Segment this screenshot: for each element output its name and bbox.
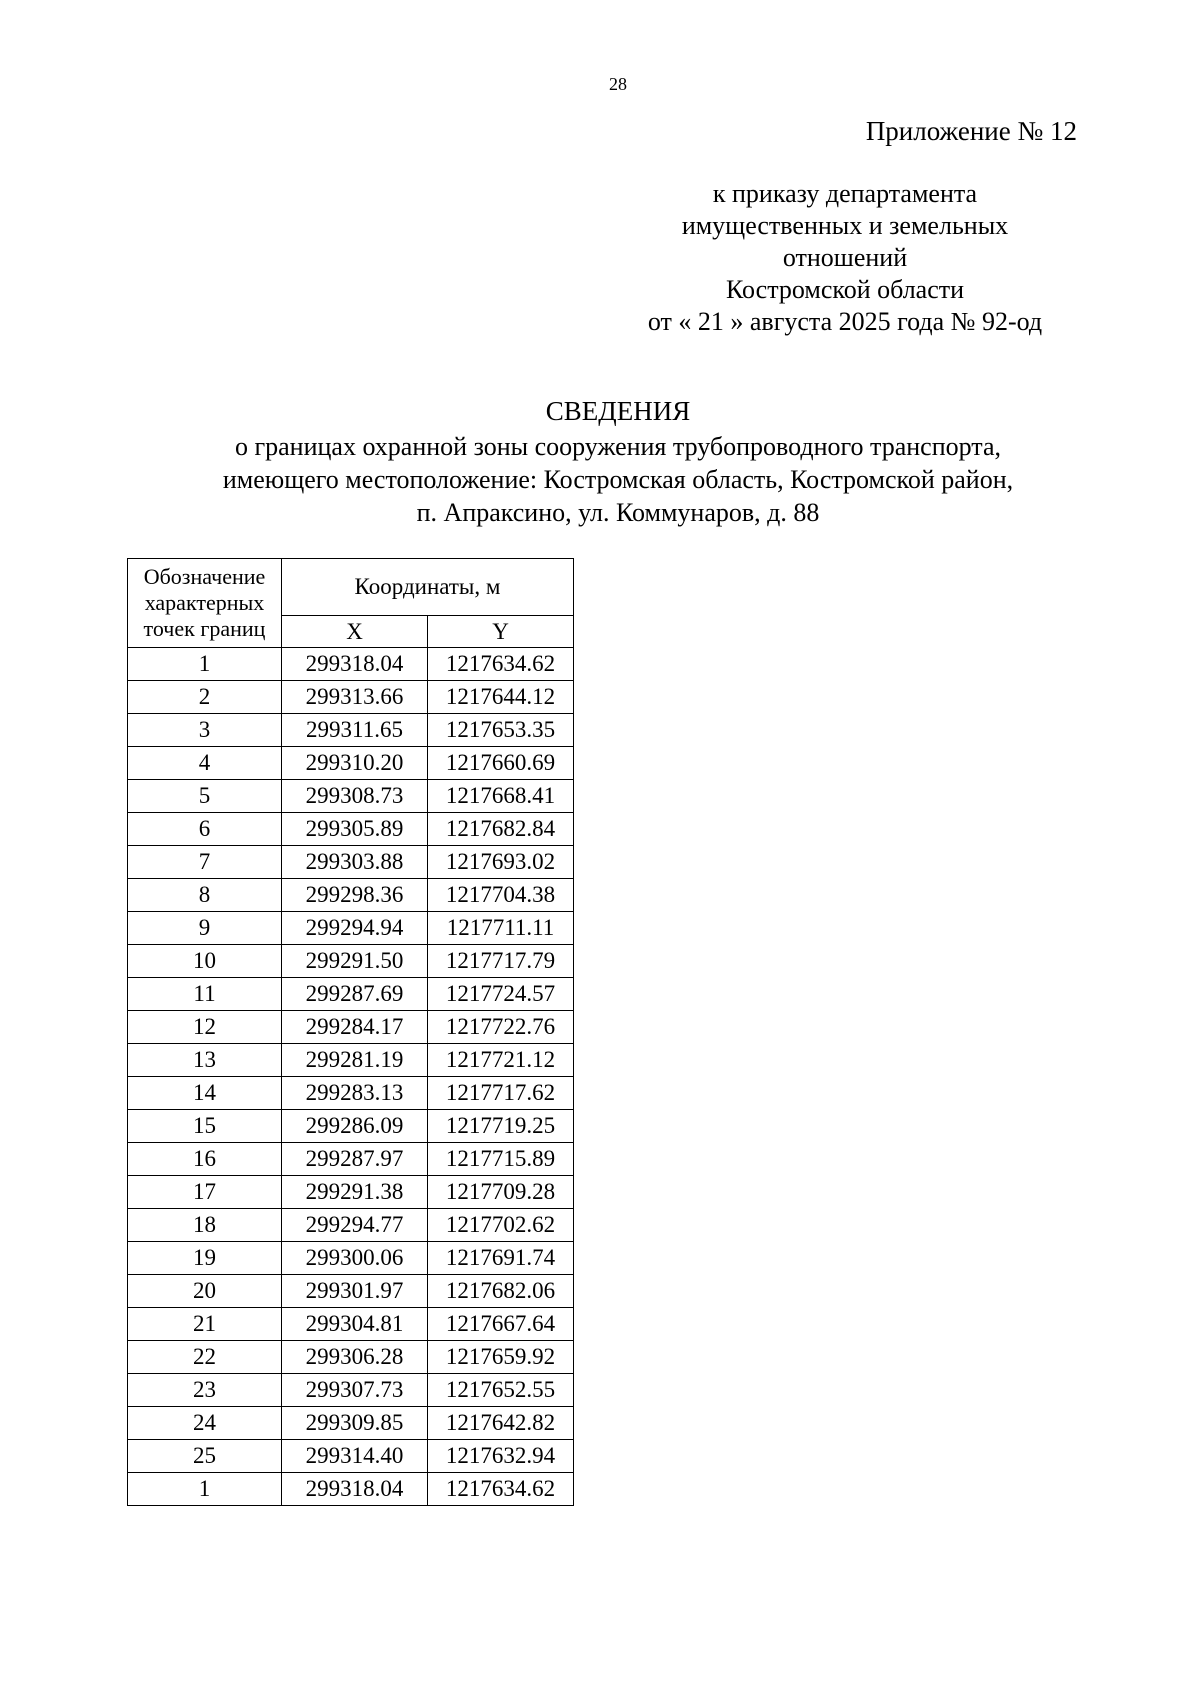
- header-coordinates: Координаты, м: [282, 559, 574, 616]
- point-cell: 4: [128, 747, 282, 780]
- table-row: [128, 879, 574, 912]
- y-cell: 1217660.69: [428, 747, 574, 780]
- x-cell: 299318.04: [282, 648, 428, 681]
- x-cell: 299298.36: [282, 879, 428, 912]
- appendix-title: Приложение № 12: [865, 116, 1077, 146]
- y-cell: 1217724.57: [428, 978, 574, 1011]
- point-cell: 5: [128, 780, 282, 813]
- point-cell: 23: [128, 1374, 282, 1407]
- coordinates-table: [127, 558, 574, 1506]
- point-cell: 6: [128, 813, 282, 846]
- x-cell: 299309.85: [282, 1407, 428, 1440]
- table-row: [128, 1374, 574, 1407]
- table-row: [128, 1242, 574, 1275]
- table-row: [128, 1143, 574, 1176]
- y-cell: 1217653.35: [428, 714, 574, 747]
- y-cell: 1217682.06: [428, 1275, 574, 1308]
- y-cell: 1217682.84: [428, 813, 574, 846]
- table-row: [128, 747, 574, 780]
- x-cell: 299310.20: [282, 747, 428, 780]
- x-cell: 299313.66: [282, 681, 428, 714]
- point-cell: 3: [128, 714, 282, 747]
- table-row: [128, 1308, 574, 1341]
- point-cell: 25: [128, 1440, 282, 1473]
- y-cell: 1217642.82: [428, 1407, 574, 1440]
- point-cell: 14: [128, 1077, 282, 1110]
- point-cell: 11: [128, 978, 282, 1011]
- point-cell: 15: [128, 1110, 282, 1143]
- x-cell: 299300.06: [282, 1242, 428, 1275]
- header-point-designation: [128, 559, 282, 648]
- subtitle-line: п. Апраксино, ул. Коммунаров, д. 88: [416, 498, 820, 527]
- x-cell: 299311.65: [282, 714, 428, 747]
- table-row: [128, 1341, 574, 1374]
- table-row: [128, 780, 574, 813]
- table-row: [128, 648, 574, 681]
- y-cell: 1217652.55: [428, 1374, 574, 1407]
- table-row: [128, 1440, 574, 1473]
- y-cell: 1217634.62: [428, 1473, 574, 1506]
- point-cell: 21: [128, 1308, 282, 1341]
- table-row: [128, 1077, 574, 1110]
- y-cell: 1217719.25: [428, 1110, 574, 1143]
- order-line: имущественных и земельных: [681, 211, 1009, 240]
- y-cell: 1217667.64: [428, 1308, 574, 1341]
- y-cell: 1217711.11: [428, 912, 574, 945]
- table-row: [128, 912, 574, 945]
- table-row: [128, 813, 574, 846]
- header-y: Y: [428, 616, 574, 648]
- page-number: 28: [609, 74, 627, 94]
- point-cell: 13: [128, 1044, 282, 1077]
- table-row: [128, 1275, 574, 1308]
- point-cell: 9: [128, 912, 282, 945]
- y-cell: 1217634.62: [428, 648, 574, 681]
- table-row: [128, 1110, 574, 1143]
- y-cell: 1217709.28: [428, 1176, 574, 1209]
- table-row: [128, 1209, 574, 1242]
- point-cell: 2: [128, 681, 282, 714]
- x-cell: 299308.73: [282, 780, 428, 813]
- point-cell: 16: [128, 1143, 282, 1176]
- y-cell: 1217721.12: [428, 1044, 574, 1077]
- y-cell: 1217659.92: [428, 1341, 574, 1374]
- table-row: [128, 1473, 574, 1506]
- header-point-line: характерных: [144, 590, 265, 615]
- x-cell: 299286.09: [282, 1110, 428, 1143]
- x-cell: 299291.38: [282, 1176, 428, 1209]
- point-cell: 10: [128, 945, 282, 978]
- table-row: [128, 1407, 574, 1440]
- y-cell: 1217668.41: [428, 780, 574, 813]
- x-cell: 299305.89: [282, 813, 428, 846]
- x-cell: 299307.73: [282, 1374, 428, 1407]
- x-cell: 299301.97: [282, 1275, 428, 1308]
- y-cell: 1217717.62: [428, 1077, 574, 1110]
- y-cell: 1217691.74: [428, 1242, 574, 1275]
- table-row: [128, 1011, 574, 1044]
- order-date-line: от « 21 » августа 2025 года № 92-од: [647, 307, 1043, 336]
- y-cell: 1217702.62: [428, 1209, 574, 1242]
- point-cell: 8: [128, 879, 282, 912]
- x-cell: 299304.81: [282, 1308, 428, 1341]
- table-row: [128, 978, 574, 1011]
- point-cell: 1: [128, 1473, 282, 1506]
- x-cell: 299291.50: [282, 945, 428, 978]
- table-body: [128, 648, 574, 1506]
- subtitle-line: о границах охранной зоны сооружения трубопроводного транспорта,: [234, 432, 1002, 461]
- order-line: отношений: [782, 243, 908, 272]
- y-cell: 1217715.89: [428, 1143, 574, 1176]
- point-cell: 20: [128, 1275, 282, 1308]
- x-cell: 299306.28: [282, 1341, 428, 1374]
- table-row: [128, 846, 574, 879]
- y-cell: 1217722.76: [428, 1011, 574, 1044]
- x-cell: 299283.13: [282, 1077, 428, 1110]
- point-cell: 7: [128, 846, 282, 879]
- x-cell: 299318.04: [282, 1473, 428, 1506]
- point-cell: 1: [128, 648, 282, 681]
- point-cell: 19: [128, 1242, 282, 1275]
- y-cell: 1217717.79: [428, 945, 574, 978]
- table-header-row: [128, 559, 574, 616]
- x-cell: 299287.69: [282, 978, 428, 1011]
- document-title: СВЕДЕНИЯ: [545, 396, 691, 426]
- x-cell: 299294.94: [282, 912, 428, 945]
- header-point-line: точек границ: [143, 616, 266, 641]
- x-cell: 299314.40: [282, 1440, 428, 1473]
- point-cell: 22: [128, 1341, 282, 1374]
- y-cell: 1217693.02: [428, 846, 574, 879]
- y-cell: 1217644.12: [428, 681, 574, 714]
- table-row: [128, 1176, 574, 1209]
- order-line: Костромской области: [725, 275, 965, 304]
- point-cell: 18: [128, 1209, 282, 1242]
- x-cell: 299294.77: [282, 1209, 428, 1242]
- subtitle-line: имеющего местоположение: Костромская область, Костромской район,: [222, 465, 1014, 494]
- point-cell: 17: [128, 1176, 282, 1209]
- table-row: [128, 1044, 574, 1077]
- x-cell: 299284.17: [282, 1011, 428, 1044]
- x-cell: 299303.88: [282, 846, 428, 879]
- point-cell: 24: [128, 1407, 282, 1440]
- order-reference: [610, 178, 1080, 338]
- table-row: [128, 681, 574, 714]
- header-point-line: Обозначение: [143, 564, 266, 589]
- order-line: к приказу департамента: [712, 179, 978, 208]
- x-cell: 299281.19: [282, 1044, 428, 1077]
- header-x: X: [282, 616, 428, 648]
- document-subtitle: [0, 430, 1200, 529]
- x-cell: 299287.97: [282, 1143, 428, 1176]
- y-cell: 1217632.94: [428, 1440, 574, 1473]
- table-row: [128, 945, 574, 978]
- y-cell: 1217704.38: [428, 879, 574, 912]
- table-row: [128, 714, 574, 747]
- point-cell: 12: [128, 1011, 282, 1044]
